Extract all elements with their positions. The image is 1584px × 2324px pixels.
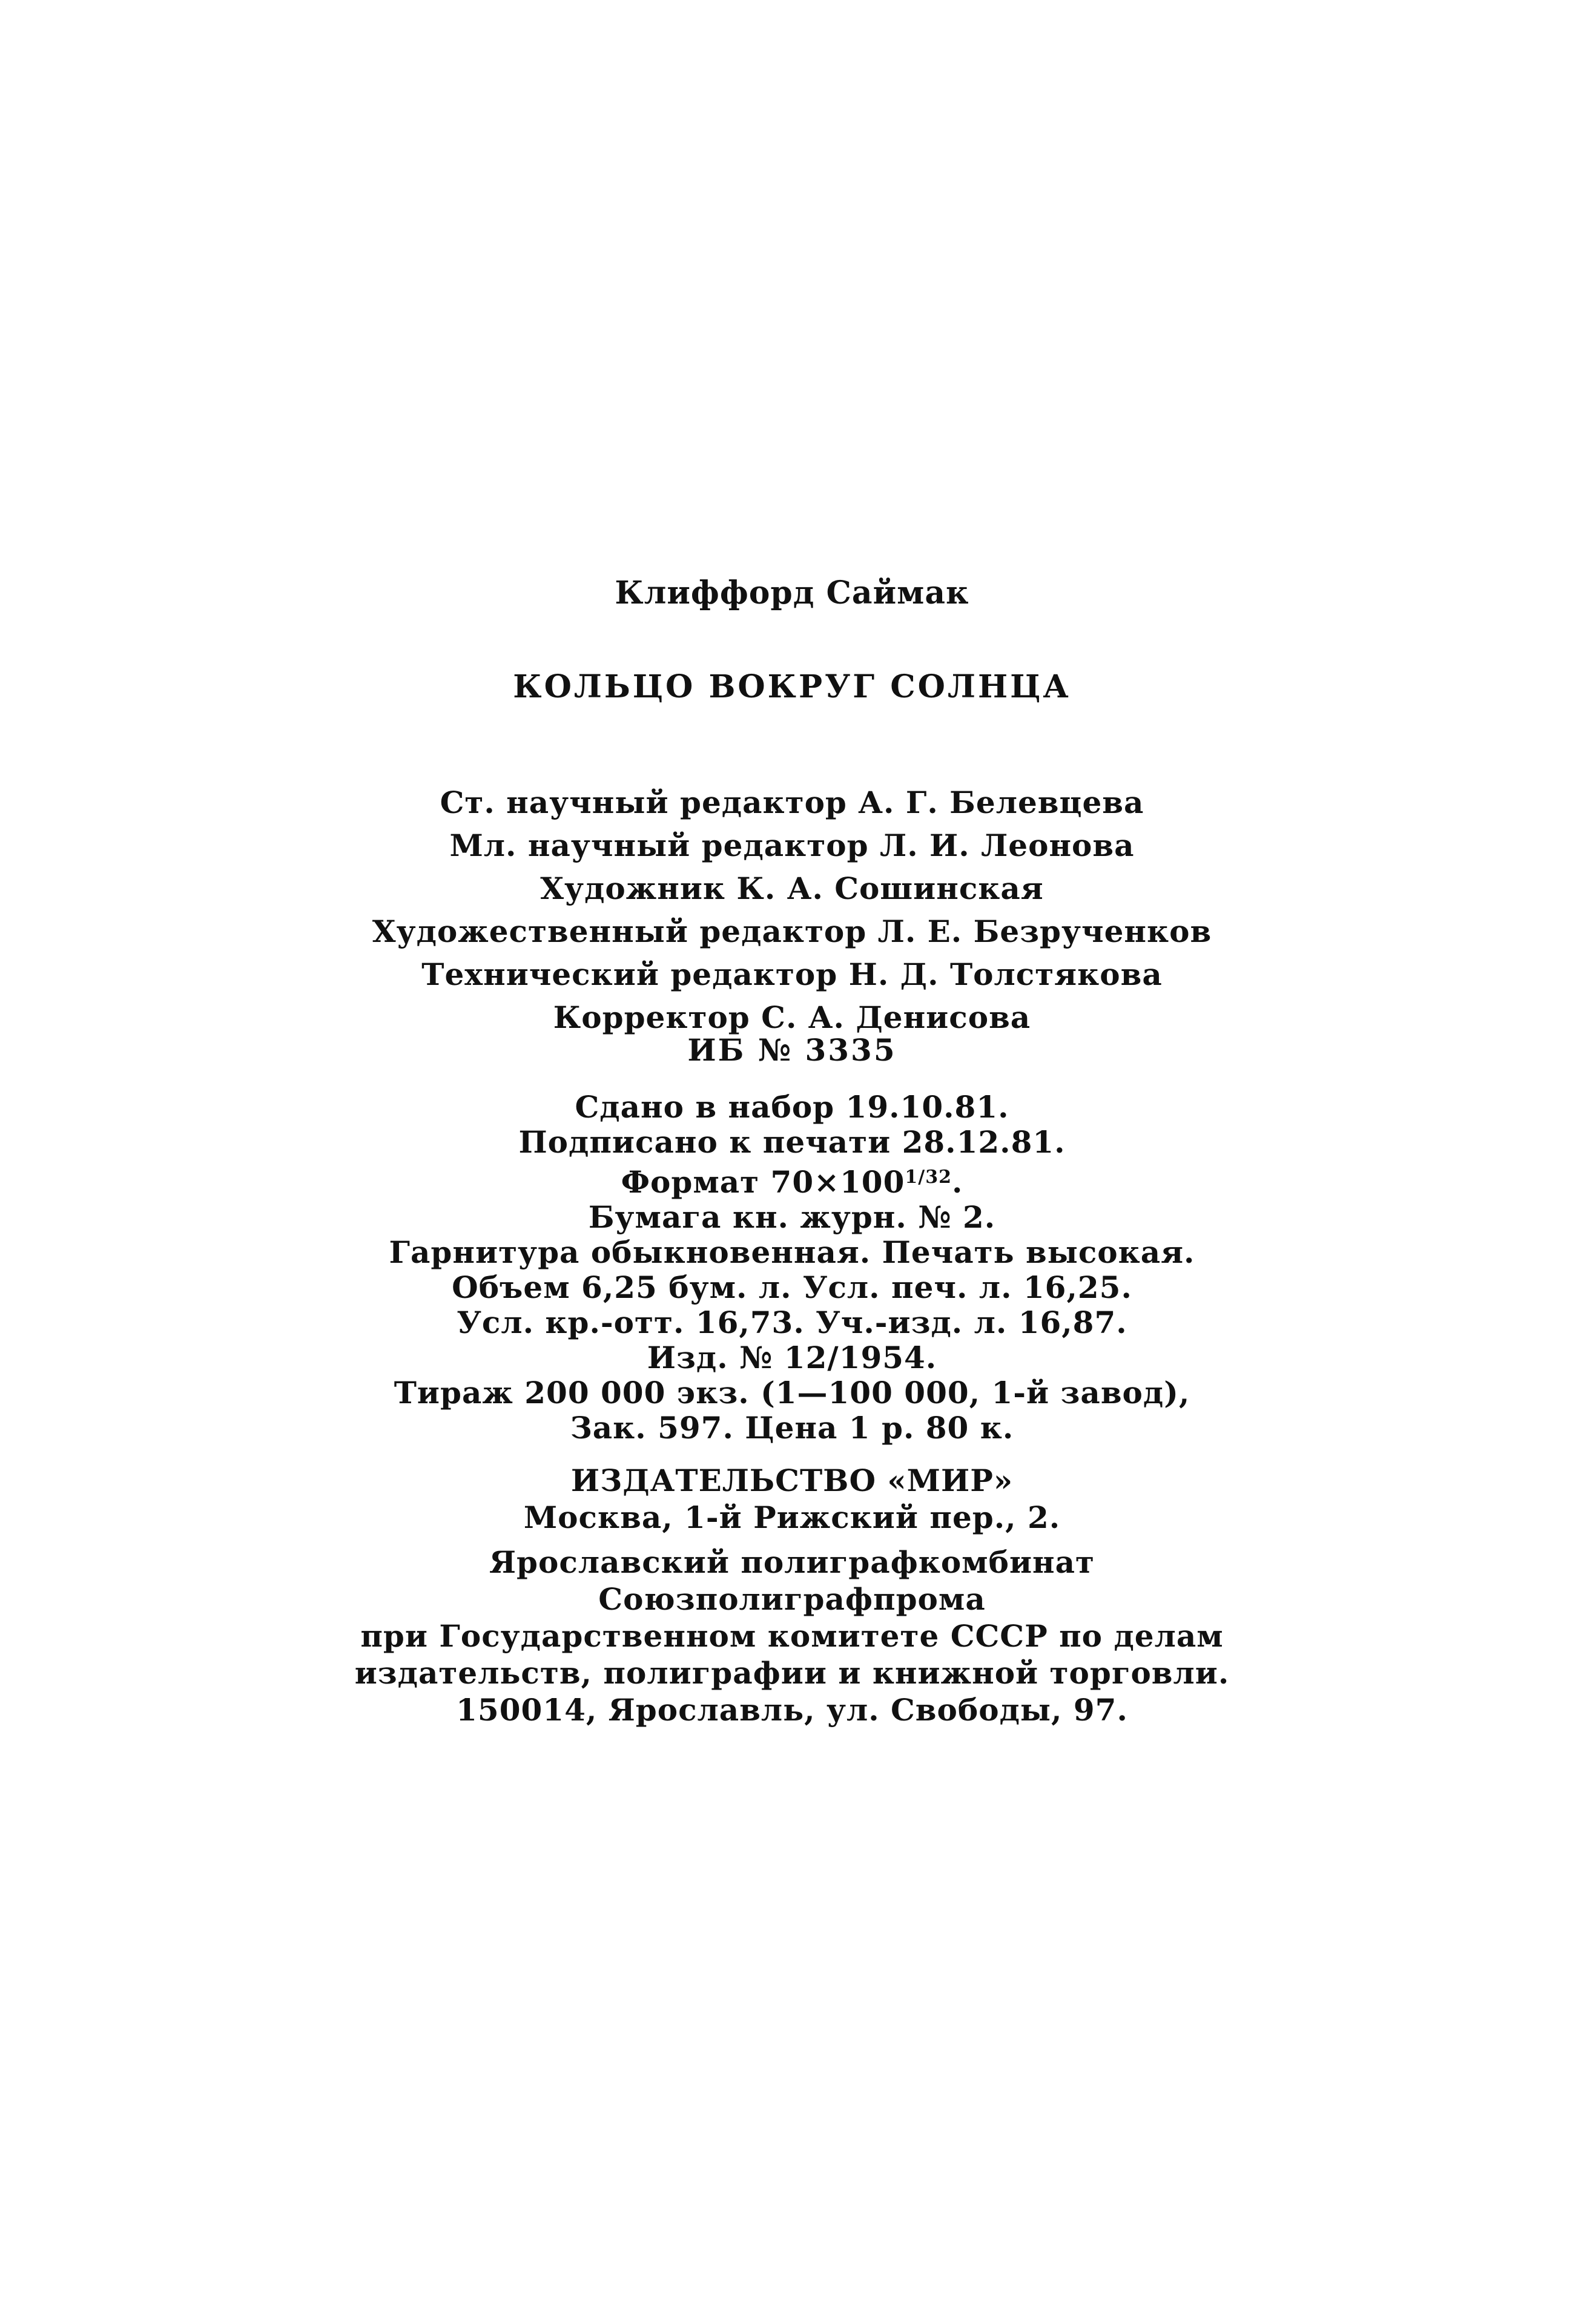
printer-line: при Государственном комитете СССР по делам [360, 1618, 1224, 1654]
imprint-print-run: Тираж 200 000 экз. (1—100 000, 1-й завод), [394, 1375, 1190, 1411]
imprint-order-price: Зак. 597. Цена 1 р. 80 к. [570, 1410, 1014, 1446]
printer-line: Ярославский полиграфкомбинат [489, 1544, 1095, 1580]
credit-illustrator: Художник К. А. Сошинская [540, 871, 1044, 906]
printer-block [0, 1544, 1584, 1728]
imprint-typeface: Гарнитура обыкновенная. Печать высокая. [389, 1234, 1195, 1270]
publisher-block [0, 1462, 1584, 1536]
credit-proofreader: Корректор С. А. Денисова [553, 999, 1031, 1035]
imprint-typesetting-date: Сдано в набор 19.10.81. [575, 1089, 1009, 1125]
imprint-volume: Объем 6,25 бум. л. Усл. печ. л. 16,25. [452, 1269, 1132, 1305]
credit-art-editor: Художественный редактор Л. Е. Безрученков [372, 913, 1212, 949]
printer-line: издательств, полиграфии и книжной торговли. [354, 1655, 1230, 1691]
imprint-format [0, 1160, 1584, 1200]
imprint-edition-number: Изд. № 12/1954. [647, 1340, 937, 1375]
publisher-name: ИЗДАТЕЛЬСТВО «МИР» [570, 1463, 1014, 1498]
imprint-format-suffix: . [951, 1164, 963, 1200]
credit-junior-editor: Мл. научный редактор Л. И. Леонова [449, 828, 1135, 863]
book-title: КОЛЬЦО ВОКРУГ СОЛНЦА [513, 668, 1071, 705]
printer-line: Союзполиграфпрома [598, 1581, 986, 1617]
imprint-sheets: Усл. кр.-отт. 16,73. Уч.-изд. л. 16,87. [457, 1305, 1127, 1340]
imprint-format-prefix: Формат 70×100 [621, 1164, 905, 1200]
credit-technical-editor: Технический редактор Н. Д. Толстякова [421, 956, 1163, 992]
ib-number: ИБ № 3335 [687, 1032, 897, 1068]
imprint-paper: Бумага кн. журн. № 2. [588, 1199, 996, 1235]
imprint-print-date: Подписано к печати 28.12.81. [518, 1124, 1066, 1160]
publisher-address: Москва, 1-й Рижский пер., 2. [523, 1499, 1061, 1535]
printer-line: 150014, Ярославль, ул. Свободы, 97. [456, 1692, 1128, 1728]
imprint-format-fraction: 1/32 [905, 1167, 952, 1188]
credit-senior-editor: Ст. научный редактор А. Г. Белевцева [440, 785, 1144, 820]
editorial-credits [0, 781, 1584, 1039]
author-name: Клиффорд Саймак [615, 574, 969, 611]
imprint-details [0, 1090, 1584, 1446]
